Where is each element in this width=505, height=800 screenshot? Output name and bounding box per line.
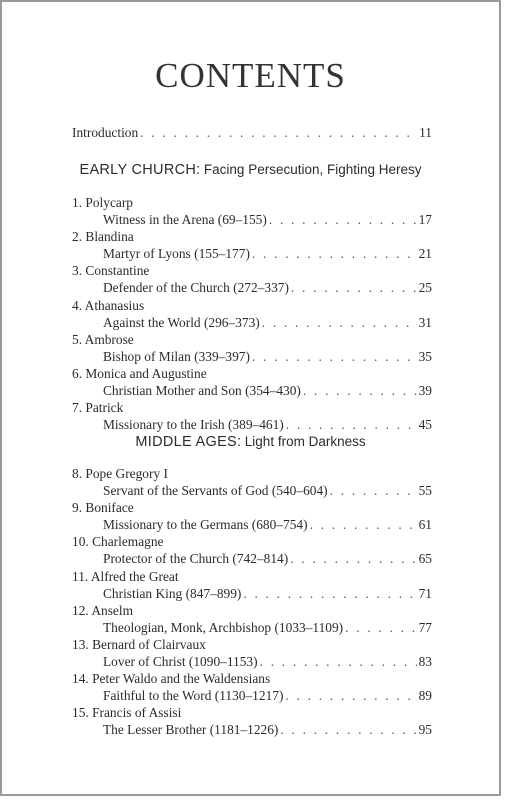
section-heading-subtitle: Light from Darkness <box>244 434 366 449</box>
toc-entry-line <box>103 212 432 228</box>
section-heading-title: EARLY CHURCH: <box>79 162 201 178</box>
toc-entry-line <box>103 688 432 704</box>
page-title: CONTENTS <box>155 56 346 95</box>
toc-entry-subtitle: Missionary to the Germans (680–754) <box>103 517 308 533</box>
toc-entry-page: 25 <box>418 280 432 296</box>
dot-leader <box>252 349 417 365</box>
toc-entry-line <box>103 349 432 365</box>
toc-entry-name: 13. Bernard of Clairvaux <box>72 637 206 652</box>
toc-entry-line <box>103 654 432 670</box>
toc-entry-label: Introduction <box>72 125 139 140</box>
toc-entry-page: 83 <box>418 654 432 669</box>
toc-entry-subtitle: Witness in the Arena (69–155) <box>103 212 267 227</box>
toc-entry-name: 8. Pope Gregory I <box>72 466 168 481</box>
dot-leader <box>286 417 417 433</box>
toc-entry-name: 7. Patrick <box>72 400 124 416</box>
toc-entry-subtitle: Servant of the Servants of God (540–604) <box>103 483 328 498</box>
dot-leader <box>310 517 417 533</box>
dot-leader <box>140 125 417 141</box>
section-heading-title: MIDDLE AGES: <box>135 434 242 450</box>
dot-leader <box>252 246 417 262</box>
toc-entry-name: 5. Ambrose <box>72 331 134 347</box>
toc-entry-subtitle: Bishop of Milan (339–397) <box>103 348 250 364</box>
toc-entry-line <box>103 246 432 262</box>
toc-entry-name: 1. Polycarp <box>72 195 133 210</box>
toc-entry-subtitle: Protector of the Church (742–814) <box>103 551 289 567</box>
dot-leader <box>345 620 416 636</box>
toc-entry-page: 65 <box>418 551 432 567</box>
section-heading-subtitle: Facing Persecution, Fighting Heresy <box>203 162 422 177</box>
toc-entry-page: 77 <box>418 619 432 635</box>
toc-entry-page: 21 <box>418 246 432 262</box>
toc-entry-line <box>103 315 432 331</box>
toc-entry-introduction <box>72 125 432 141</box>
toc-entry-page: 17 <box>418 212 432 227</box>
toc-entry-subtitle: Faithful to the Word (1130–1217) <box>103 688 284 704</box>
toc-entry-page: 89 <box>418 688 432 704</box>
toc-entry-page: 31 <box>418 314 432 330</box>
toc-entry-name: 3. Constantine <box>72 263 150 279</box>
toc-entry-name: 2. Blandina <box>72 229 134 245</box>
toc-entry-subtitle: Christian Mother and Son (354–430) <box>103 383 301 398</box>
toc-entry-name: 14. Peter Waldo and the Waldensians <box>72 671 271 687</box>
toc-entry-name: 11. Alfred the Great <box>72 568 179 584</box>
toc-entry-subtitle: Missionary to the Irish (389–461) <box>103 417 284 433</box>
toc-entry-line <box>103 483 432 499</box>
toc-entry-line <box>103 551 432 567</box>
toc-entry-subtitle: The Lesser Brother (1181–1226) <box>103 722 279 738</box>
section-heading-early-church <box>2 162 499 178</box>
toc-entry-subtitle: Martyr of Lyons (155–177) <box>103 246 250 262</box>
dot-leader <box>260 654 417 670</box>
toc-entry-name: 6. Monica and Augustine <box>72 366 207 381</box>
toc-entry-page: 71 <box>418 585 432 601</box>
toc-entry-page: 35 <box>418 348 432 364</box>
toc-entry-line <box>103 280 432 296</box>
toc-entry-subtitle: Lover of Christ (1090–1153) <box>103 654 258 669</box>
dot-leader <box>303 383 417 399</box>
toc-entry-line <box>103 586 432 602</box>
toc-entry-line <box>103 417 432 433</box>
toc-entry-page: 55 <box>418 483 432 498</box>
toc-entry-subtitle: Theologian, Monk, Archbishop (1033–1109) <box>103 619 344 635</box>
dot-leader <box>285 688 416 704</box>
toc-entry-page: 39 <box>418 383 432 398</box>
toc-entry-page: 45 <box>418 417 432 433</box>
toc-entry-line <box>103 383 432 399</box>
toc-entry-subtitle: Against the World (296–373) <box>103 314 260 330</box>
toc-entry-name: 10. Charlemagne <box>72 534 164 550</box>
dot-leader <box>291 280 417 296</box>
toc-entry-line <box>103 620 432 636</box>
toc-entry-page: 61 <box>418 517 432 533</box>
toc-entry-name: 9. Boniface <box>72 500 134 516</box>
toc-entry-line <box>103 722 432 738</box>
section-heading-middle-ages <box>2 434 499 450</box>
toc-entry-subtitle: Defender of the Church (272–337) <box>103 280 289 296</box>
dot-leader <box>290 551 416 567</box>
toc-entry-page: 11 <box>419 125 432 140</box>
toc-entry-name: 4. Athanasius <box>72 297 145 313</box>
toc-entry-subtitle: Christian King (847–899) <box>103 585 242 601</box>
dot-leader <box>330 483 417 499</box>
toc-entry-name: 12. Anselm <box>72 602 134 618</box>
dot-leader <box>262 315 417 331</box>
dot-leader <box>243 586 416 602</box>
toc-entry-page: 95 <box>418 722 432 738</box>
toc-entry-line <box>103 517 432 533</box>
toc-entry-name: 15. Francis of Assisi <box>72 705 182 721</box>
dot-leader <box>280 722 416 738</box>
dot-leader <box>269 212 417 228</box>
